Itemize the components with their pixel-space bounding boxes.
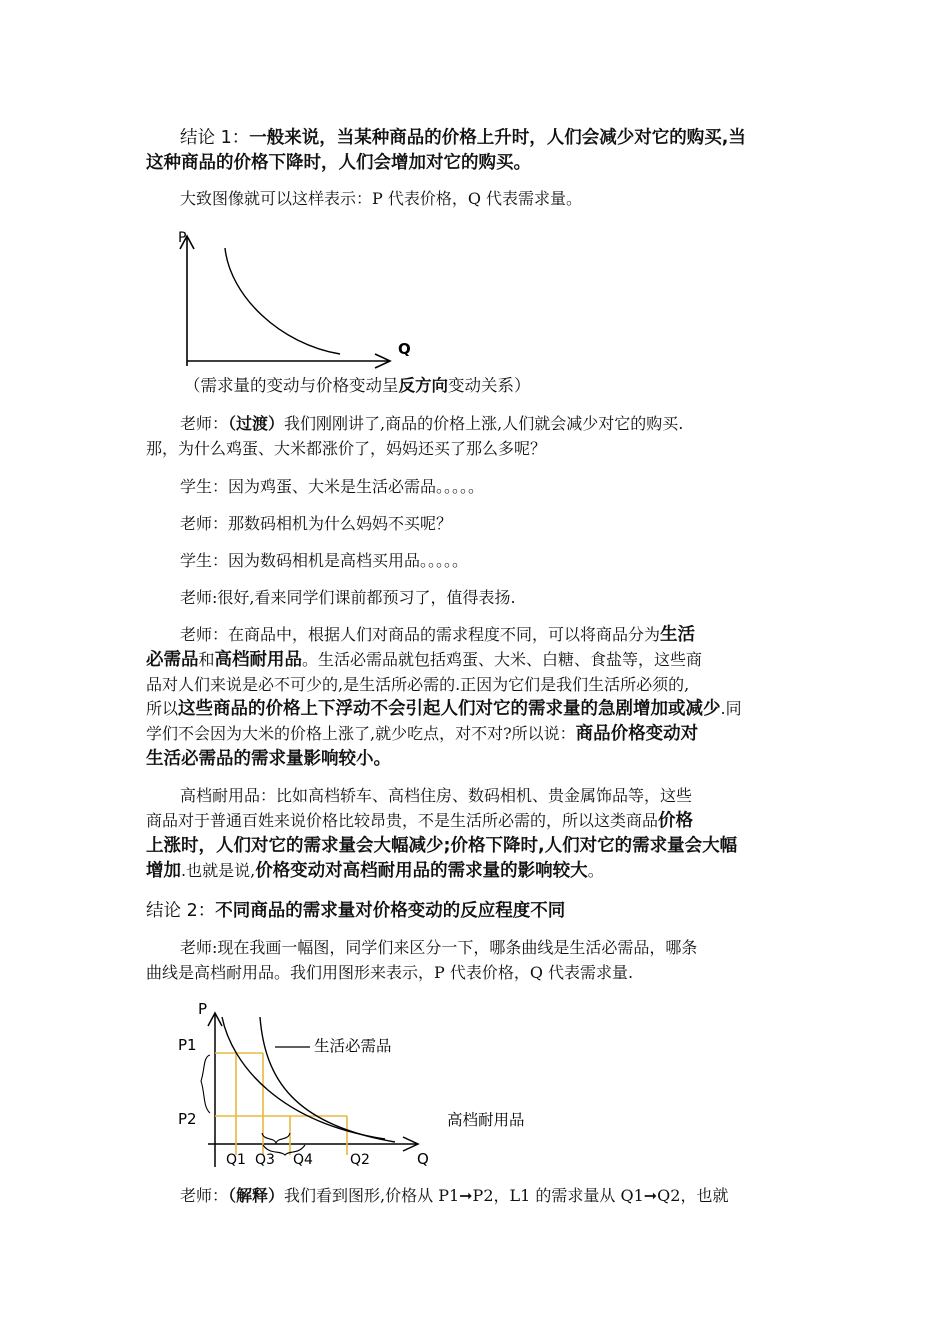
q4-label: Q4 <box>293 1152 313 1168</box>
speaker: 老师： <box>180 1186 229 1205</box>
durable-para-l4 <box>146 861 604 881</box>
conclusion-1-line-2: 这种商品的价格下降时，人们会增加对它的购买。 <box>146 153 531 173</box>
explanation-text: 我们看到图形,价格从 P1➞P2，L1 的需求量从 Q1➞Q2，也就 <box>284 1186 729 1205</box>
emphasis: 生活 <box>660 625 696 645</box>
dialogue-student-2: 学生：因为数码相机是高档买用品。。。。。 <box>180 551 469 570</box>
necessity-curve <box>260 1017 395 1142</box>
p1-label: P1 <box>178 1036 197 1054</box>
emphasis: 这些商品的价格上下浮动不会引起人们对它的需求量的急剧增加或减少 <box>178 699 721 719</box>
figure-1-caption <box>184 376 531 396</box>
conclusion-1-prefix: 结论 1： <box>180 128 250 148</box>
text: 。 <box>587 861 604 880</box>
conclusion-2 <box>146 901 565 921</box>
demand-curve-figure <box>160 226 430 401</box>
text: 学们不会因为大米的价格上涨了,就少吃点，对不对?所以说： <box>146 724 576 743</box>
dialogue-student-1: 学生：因为鸡蛋、大米是生活必需品。。。。。 <box>180 477 485 496</box>
speaker: 老师： <box>180 414 229 433</box>
price-brace <box>201 1055 210 1113</box>
emphasis: 价格 <box>658 811 694 831</box>
dialogue-teacher-2: 老师：那数码相机为什么妈妈不买呢？ <box>180 514 453 533</box>
explanation-line <box>180 1186 728 1206</box>
emphasis: 必需品 <box>146 650 199 670</box>
caption-text-a: （需求量的变动与价格变动呈 <box>184 376 399 395</box>
quantity-brace <box>262 1133 290 1143</box>
durable-goods-curve <box>222 1017 385 1139</box>
conclusion-2-text: 不同商品的需求量对价格变动的反应程度不同 <box>215 901 566 921</box>
emphasis: 商品价格变动对 <box>575 724 699 744</box>
emphasis: 价格变动对高档耐用品的需求量的影响较大 <box>255 861 588 881</box>
caption-emphasis: 反方向 <box>398 376 448 395</box>
figure-2-intro-l1: 老师:现在我画一幅图，同学们来区分一下，哪条曲线是生活必需品，哪条 <box>180 938 698 957</box>
conclusion-1-line-1 <box>180 128 746 148</box>
dialogue-teacher-3: 老师:很好,看来同学们课前都预习了，值得表扬. <box>180 588 516 607</box>
dialogue-teacher-1-cont: 那，为什么鸡蛋、大米都涨价了，妈妈还买了那么多呢？ <box>146 439 547 458</box>
transition-tag: （过渡） <box>228 414 285 433</box>
text: .同 <box>720 699 742 718</box>
text: 老师：在商品中，根据人们对商品的需求程度不同，可以将商品分为 <box>180 625 661 644</box>
p2-label: P2 <box>178 1110 197 1128</box>
q1-label: Q1 <box>226 1152 246 1168</box>
emphasis: 高档耐用品 <box>214 650 303 670</box>
conclusion-1-text-a: 一般来说，当某种商品的价格上升时，人们会减少对它的购买,当 <box>249 128 746 148</box>
necessity-para-l5 <box>146 724 698 744</box>
durable-para-l1: 高档耐用品：比如高档轿车、高档住房、数码相机、贵金属饰品等，这些 <box>180 786 693 805</box>
caption-text-b: 变动关系） <box>448 376 531 395</box>
text: 和 <box>198 650 215 669</box>
necessity-para-l4 <box>146 699 742 719</box>
necessity-para-l2 <box>146 650 702 670</box>
durable-label: 高档耐用品 <box>447 1111 525 1129</box>
text: 所以 <box>146 699 179 718</box>
text: 。生活必需品就包括鸡蛋、大米、白糖、食盐等，这些商 <box>302 650 703 669</box>
demand-curve <box>225 248 340 354</box>
necessity-label: 生活必需品 <box>314 1037 392 1055</box>
intro-paragraph: 大致图像就可以这样表示：P 代表价格，Q 代表需求量。 <box>180 189 583 208</box>
necessity-para-l3: 品对人们来说是必不可少的,是生活所必需的.正因为它们是我们生活所必须的, <box>146 675 690 694</box>
p-axis-label: P <box>178 230 187 246</box>
necessity-para-l1 <box>180 625 695 645</box>
q-axis-label: Q <box>398 340 411 358</box>
figure-2-intro-l2: 曲线是高档耐用品。我们用图形来表示，P 代表价格，Q 代表需求量. <box>146 963 634 982</box>
q-axis-label: Q <box>417 1150 429 1168</box>
text: 商品对于普通百姓来说价格比较昂贵，不是生活所必需的，所以这类商品 <box>146 811 659 830</box>
necessity-para-l6: 生活必需品的需求量影响较小。 <box>146 749 391 769</box>
emphasis: 增加 <box>146 861 181 881</box>
dialogue-text: 我们刚刚讲了,商品的价格上涨,人们就会减少对它的购买. <box>284 414 684 433</box>
p-axis-label: P <box>198 1000 208 1018</box>
durable-para-l3: 上涨时，人们对它的需求量会大幅减少;价格下降时,人们对它的需求量会大幅 <box>146 836 738 856</box>
durable-para-l2 <box>146 811 693 831</box>
text: .也就是说, <box>181 861 256 880</box>
dialogue-teacher-1 <box>180 414 683 434</box>
explanation-tag: （解释） <box>228 1186 285 1205</box>
q3-label: Q3 <box>255 1152 275 1168</box>
q2-label: Q2 <box>350 1152 370 1168</box>
comparison-figure <box>170 995 570 1175</box>
conclusion-2-prefix: 结论 2： <box>146 901 216 921</box>
